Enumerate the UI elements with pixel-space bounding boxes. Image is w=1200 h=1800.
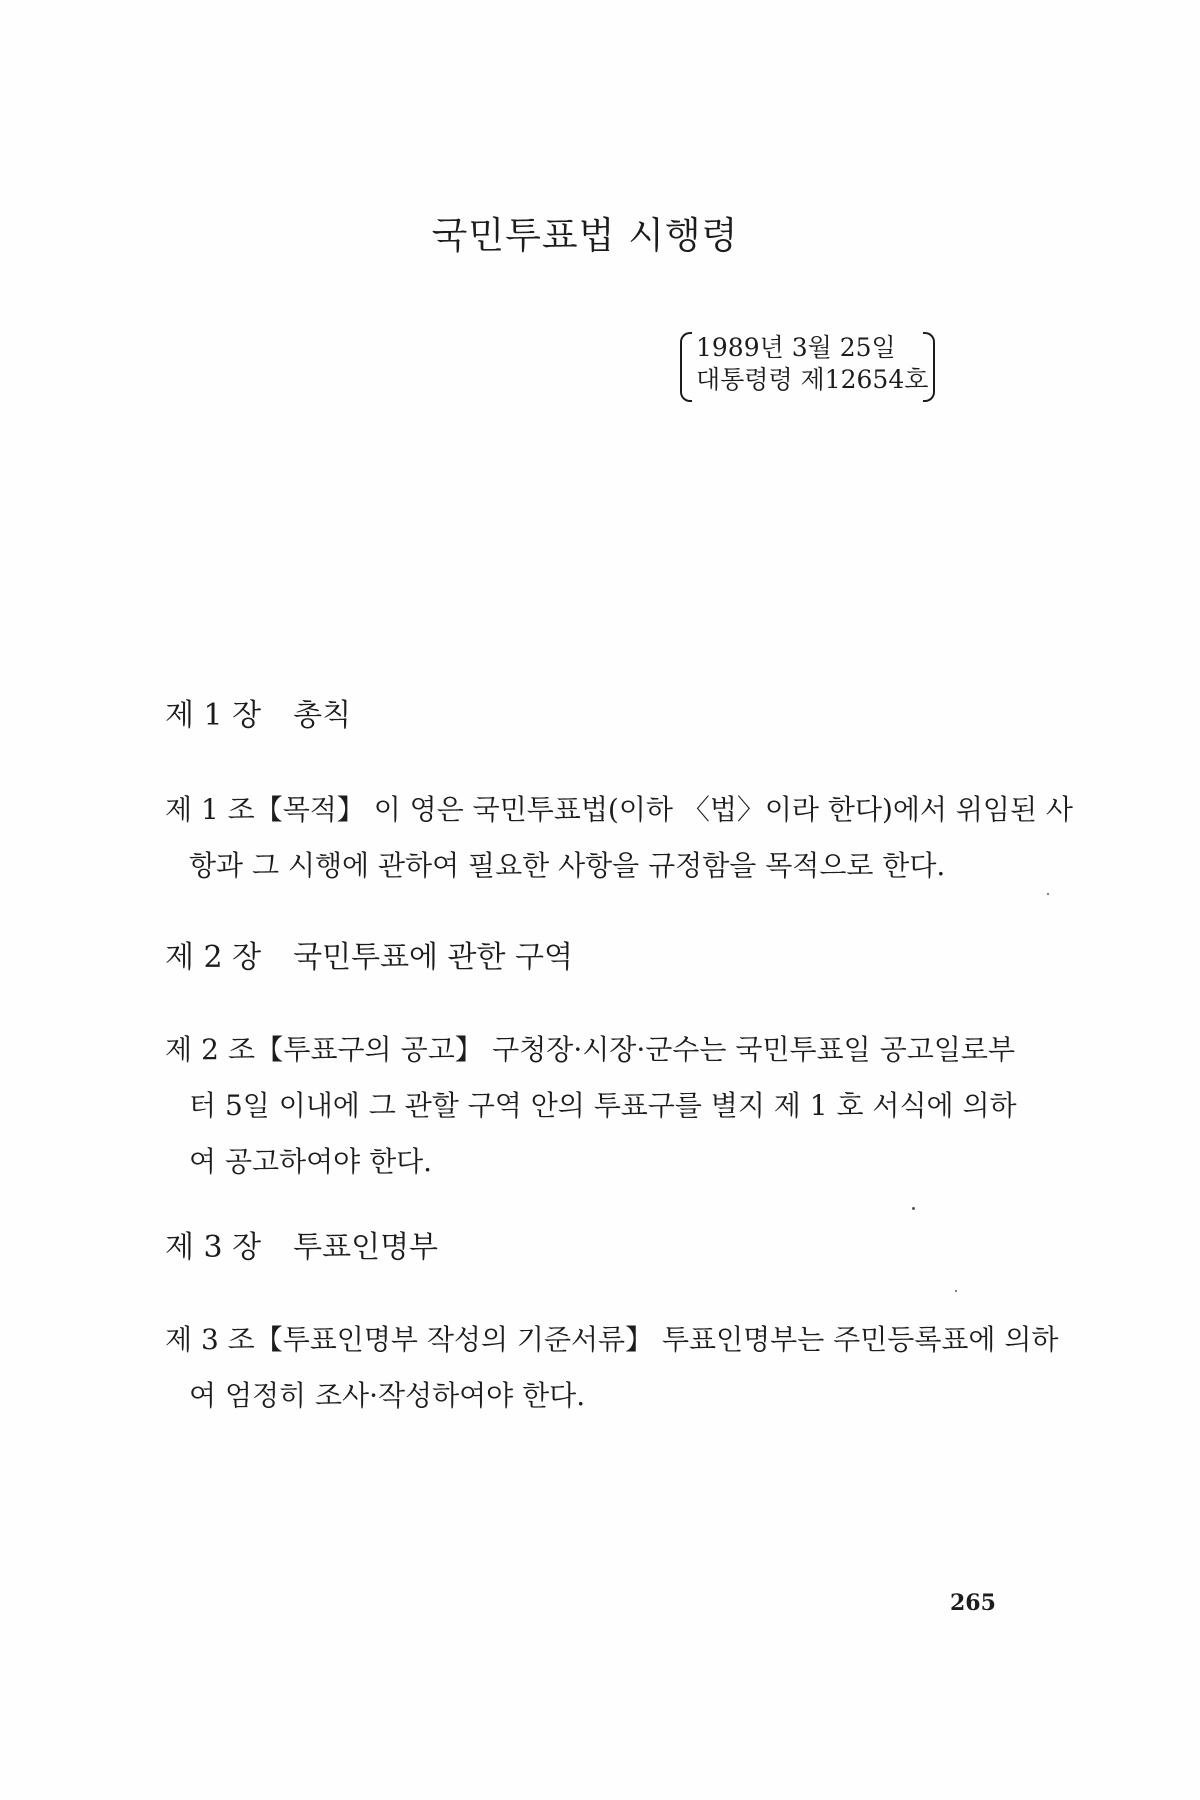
- article-line: 제 2 조【투표구의 공고】 구청장·시장·군수는 국민투표일 공고일로부: [165, 1033, 1015, 1066]
- chapter-number: 제 3 장: [165, 1230, 262, 1265]
- bracket-left: [680, 332, 692, 402]
- article-paragraph: [165, 1022, 1015, 1190]
- chapter-title: 국민투표에 관한 구역: [293, 940, 574, 975]
- article-line: 터 5일 이내에 그 관할 구역 안의 투표구를 별지 제 1 호 서식에 의하: [189, 1089, 1017, 1122]
- enactment-info: [680, 330, 935, 402]
- chapter-number: 제 1 장: [165, 698, 262, 733]
- article-paragraph: [165, 782, 1073, 894]
- enactment-decree: 대통령령 제12654호: [696, 365, 929, 394]
- page-title: 국민투표법 시행령: [431, 214, 739, 257]
- page-number: 265: [950, 1590, 996, 1616]
- scan-speck: [912, 1207, 915, 1210]
- article-line: 여 엄정히 조사·작성하여야 한다.: [189, 1379, 586, 1412]
- article-paragraph: [165, 1312, 1059, 1424]
- article-line: 제 1 조【목적】 이 영은 국민투표법(이하 〈법〉이라 한다)에서 위임된 사: [165, 793, 1073, 826]
- chapter-title: 투표인명부: [293, 1230, 439, 1265]
- enactment-date: 1989년 3월 25일: [696, 333, 896, 362]
- article-line: 제 3 조【투표인명부 작성의 기준서류】 투표인명부는 주민등록표에 의하: [165, 1323, 1059, 1356]
- article-line: 항과 그 시행에 관하여 필요한 사항을 규정함을 목적으로 한다.: [189, 849, 946, 882]
- chapter-number: 제 2 장: [165, 940, 262, 975]
- scan-speck: [1047, 893, 1049, 895]
- bracket-right: [923, 332, 935, 402]
- scan-speck: [955, 1290, 957, 1292]
- chapter-heading: [165, 690, 351, 734]
- chapter-heading: [165, 1222, 438, 1266]
- article-line: 여 공고하여야 한다.: [189, 1145, 433, 1178]
- chapter-heading: [165, 932, 573, 976]
- chapter-title: 총칙: [293, 698, 352, 733]
